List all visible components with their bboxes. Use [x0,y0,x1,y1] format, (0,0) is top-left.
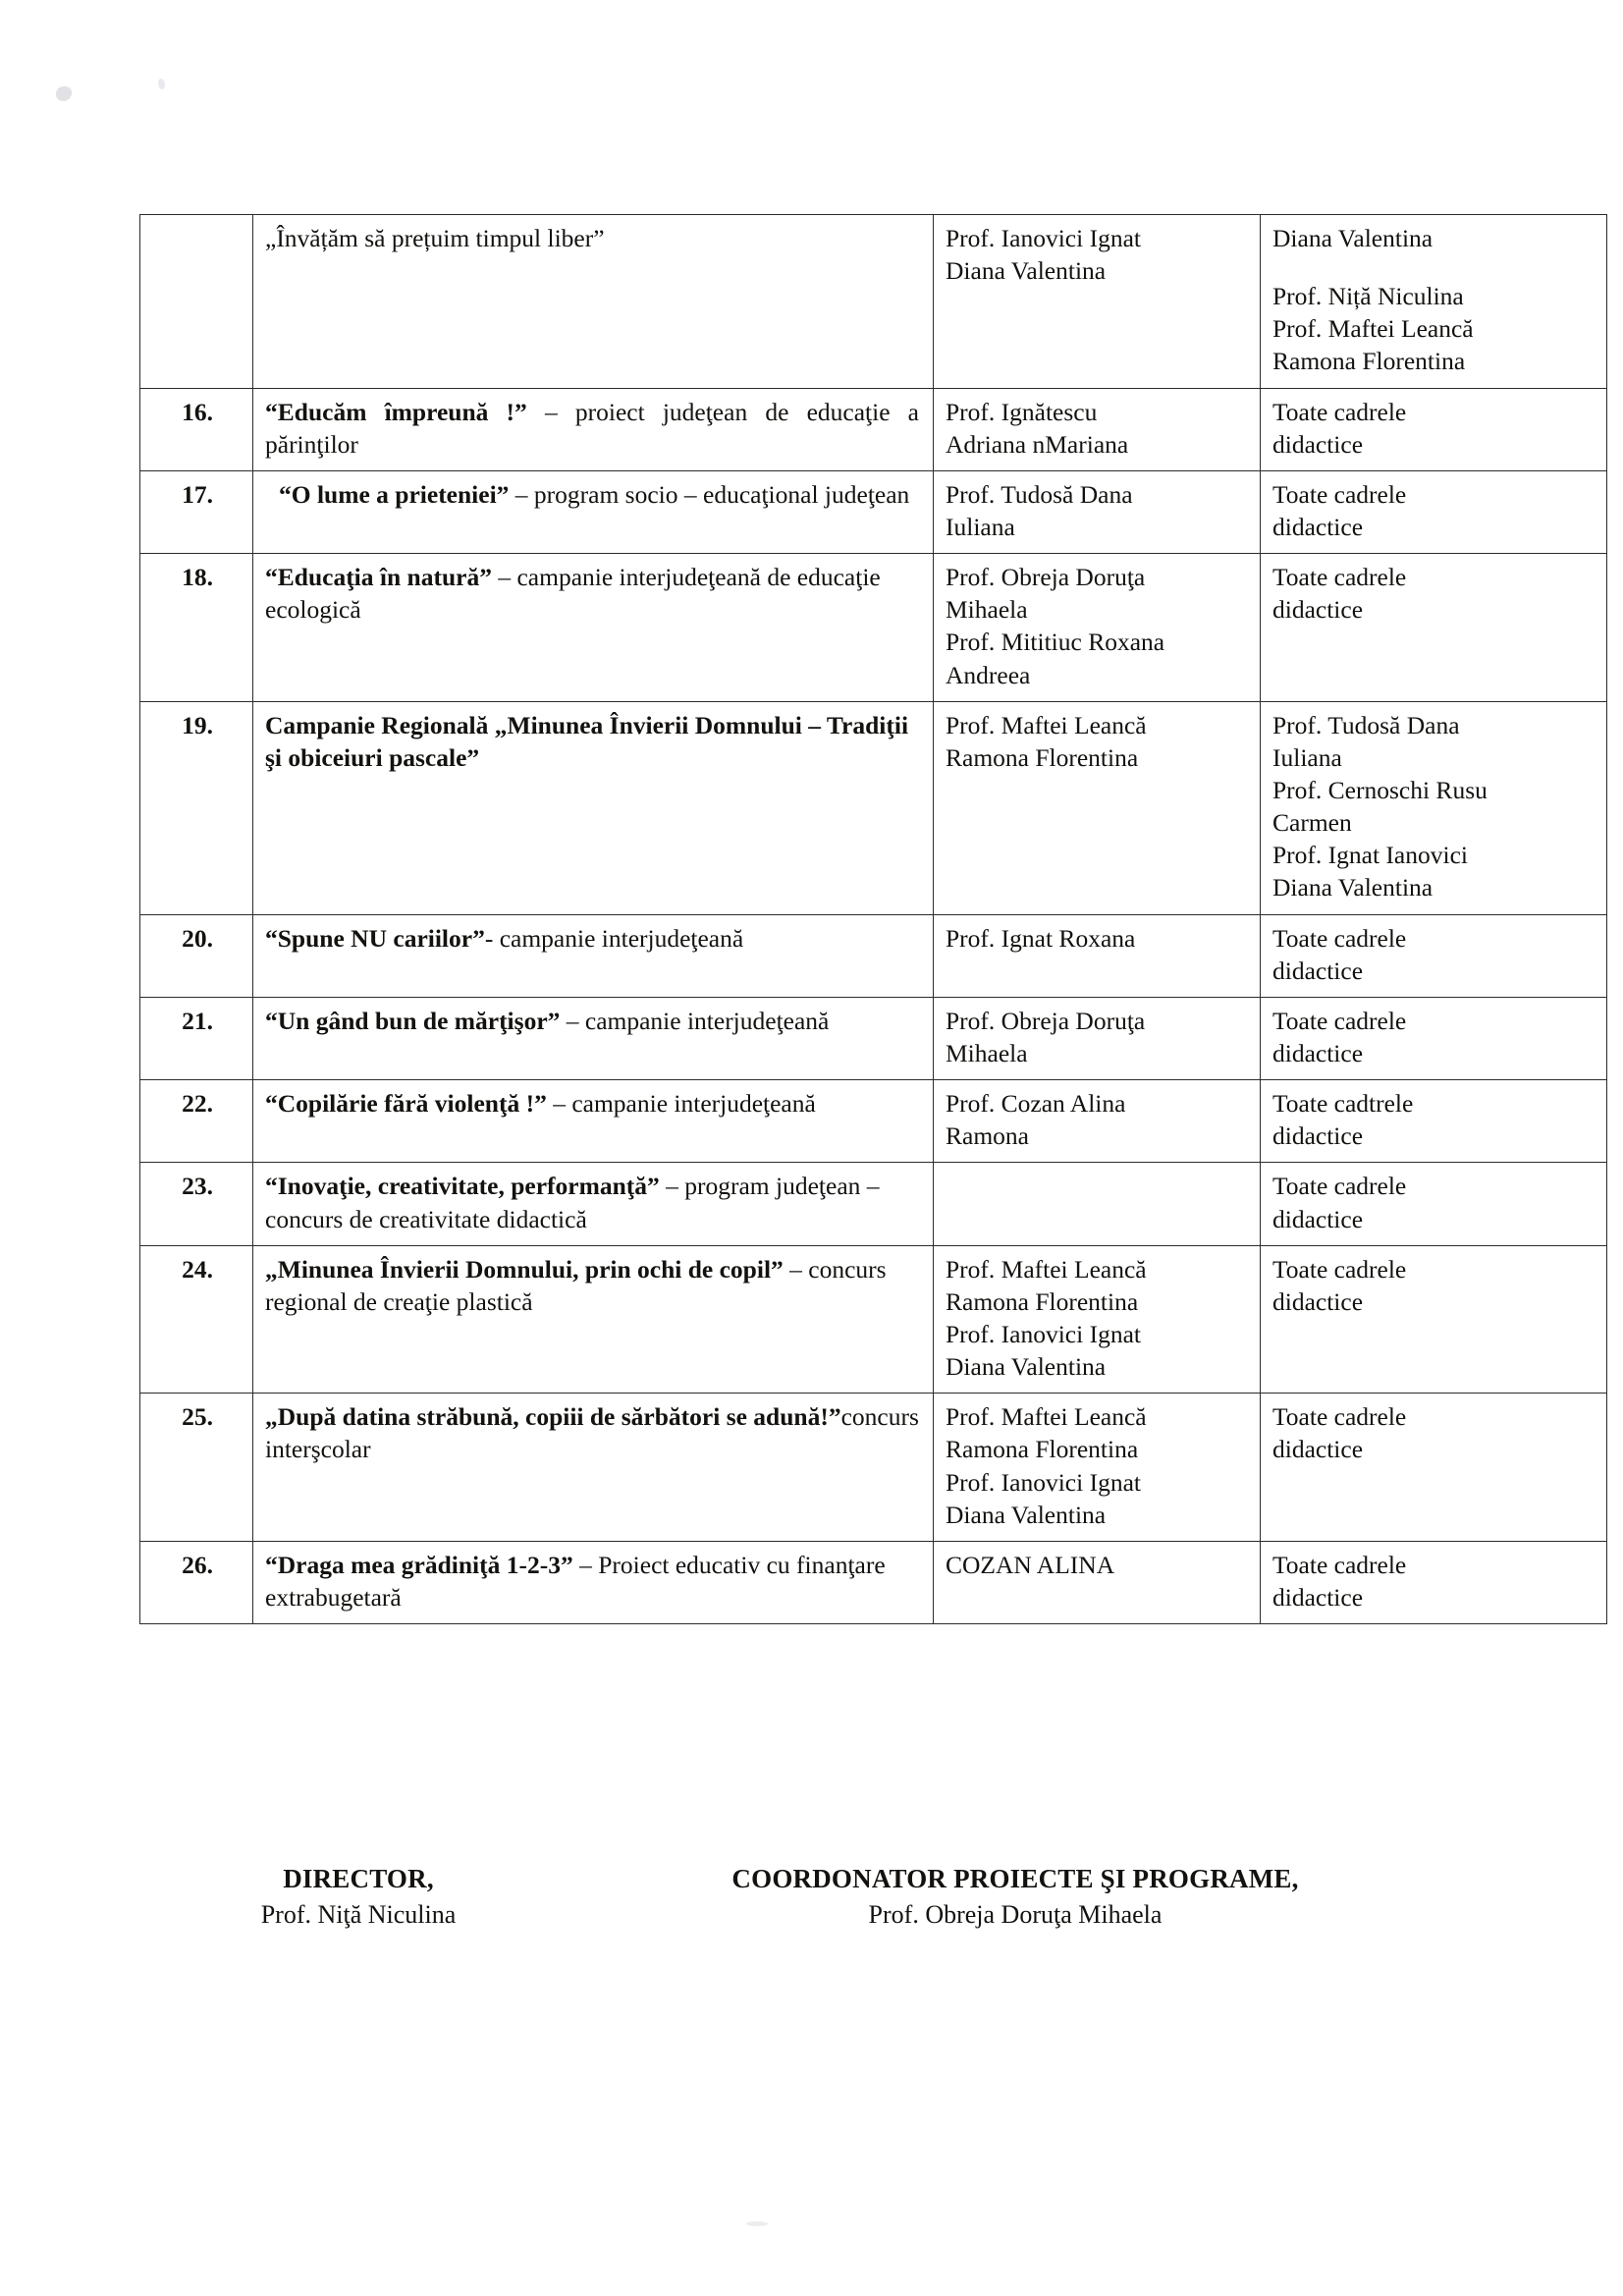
participant-name: Toate cadrele [1272,1254,1407,1284]
participants-cell [1261,1245,1607,1394]
project-title-rest: – proiect judeţean de educaţie a părinţilor [265,397,919,459]
responsible-cell [934,1163,1261,1245]
participants-cell [1261,1163,1607,1245]
table-row [140,215,1607,389]
blank-line [1272,254,1596,280]
responsible-name: Ramona Florentina [946,1286,1139,1316]
project-title-cell [253,914,934,997]
responsible-cell [934,1541,1261,1623]
project-title-bold: “Educaţia în natură” [265,563,492,592]
table-row [140,470,1607,553]
project-title-bold: “Un gând bun de mărţişor” [265,1006,561,1035]
table-row [140,997,1607,1079]
participant-name: Prof. Maftei Leancă [1272,314,1474,344]
project-title-bold: “Inovaţie, creativitate, performanţă” [265,1172,660,1201]
table-row [140,914,1607,997]
participant-name: Toate cadtrele [1272,1089,1414,1119]
responsible-name: Prof. Ianovici Ignat [946,1467,1141,1497]
project-title-rest: – campanie interjudeţeană de educaţie ecologică [265,563,881,625]
responsible-name: Prof. Tudosă Dana [946,479,1133,509]
project-title-rest: – program judeţean – concurs de creativitate didactică [265,1172,880,1233]
row-number-cell: 23. [140,1163,253,1245]
project-title-rest: - campanie interjudeţeană [484,923,744,953]
project-title-rest: – program socio – educaţional judeţean [509,479,910,509]
project-title-bold: “Draga mea grădiniţă 1-2-3” [265,1550,573,1579]
participants-cell [1261,554,1607,702]
participants-cell [1261,1080,1607,1163]
table-row [140,1541,1607,1623]
responsible-name: Ramona [946,1121,1029,1151]
responsible-name: Prof. Obreja Doruţa [946,1006,1146,1035]
participant-name: Diana Valentina [1272,873,1434,902]
participant-name: Toate cadrele [1272,479,1407,509]
project-title-cell [253,1541,934,1623]
responsible-name: Prof. Maftei Leancă [946,1402,1147,1432]
signature-name: Prof. Obreja Doruţa Mihaela [868,1900,1163,1929]
signature-name: Prof. Niţă Niculina [260,1900,457,1929]
participant-name: Prof. Ignat Ianovici [1272,841,1468,870]
project-title-cell [253,388,934,470]
participant-name: didactice [1272,429,1364,459]
participants-cell [1261,914,1607,997]
participant-name: Iuliana [1272,742,1342,772]
row-number-cell: 24. [140,1245,253,1394]
responsible-name: Prof. Maftei Leancă [946,710,1147,739]
scan-artifact-speck [56,86,72,101]
project-title-cell [253,1245,934,1394]
participant-name: didactice [1272,1204,1364,1233]
responsible-name: Prof. Ianovici Ignat [946,1319,1141,1348]
participant-name: Toate cadrele [1272,1402,1407,1432]
projects-table [139,214,1607,1624]
responsible-name: Ramona Florentina [946,1435,1139,1464]
responsible-name: Diana Valentina [946,1500,1107,1529]
participant-name: Toate cadrele [1272,397,1407,426]
project-title-cell [253,470,934,553]
responsible-cell [934,388,1261,470]
scan-artifact-speck [746,2221,768,2226]
project-title-cell [253,1394,934,1542]
responsible-cell [934,1080,1261,1163]
row-number-cell [140,215,253,389]
participants-cell [1261,997,1607,1079]
project-title-cell [253,554,934,702]
participants-cell [1261,1541,1607,1623]
table-row [140,554,1607,702]
responsible-cell [934,1394,1261,1542]
participant-name: didactice [1272,1286,1364,1316]
responsible-name: Prof. Ignătescu [946,397,1098,426]
participant-name: didactice [1272,1435,1364,1464]
responsible-name: Prof. Mititiuc Roxana [946,628,1165,657]
participants-cell [1261,701,1607,914]
participant-name: didactice [1272,1121,1364,1151]
project-title-bold: “O lume a prieteniei” [279,479,510,509]
signature-coordinator [613,1864,1418,1930]
responsible-name: Andreea [946,660,1031,689]
participants-cell [1261,470,1607,553]
table-row [140,701,1607,914]
responsible-name: Prof. Ianovici Ignat [946,224,1141,252]
signature-block [139,1864,1512,1958]
row-number-cell: 17. [140,470,253,553]
signature-role-label: COORDONATOR PROIECTE ŞI PROGRAME, [731,1864,1299,1893]
project-title-cell [253,1163,934,1245]
responsible-name: Prof. Ignat Roxana [946,923,1136,953]
table-row [140,1163,1607,1245]
participant-name: Ramona Florentina [1272,347,1466,376]
responsible-cell [934,470,1261,553]
participant-name: Toate cadrele [1272,1550,1407,1579]
project-title-rest: concurs interşcolar [265,1402,919,1464]
signature-director [196,1864,520,1930]
responsible-name: COZAN ALINA [946,1550,1115,1579]
project-title-bold: “Spune NU cariilor” [265,923,485,953]
row-number-cell: 20. [140,914,253,997]
table-row [140,1080,1607,1163]
responsible-cell [934,554,1261,702]
participant-name: Prof. Cernoschi Rusu [1272,775,1488,804]
responsible-name: Prof. Obreja Doruţa [946,563,1146,592]
participant-name: didactice [1272,956,1364,985]
row-number-cell: 26. [140,1541,253,1623]
responsible-name: Prof. Cozan Alina [946,1089,1126,1119]
participant-name: Carmen [1272,808,1352,838]
row-number-cell: 21. [140,997,253,1079]
participant-name: Toate cadrele [1272,1006,1407,1035]
project-title-bold: „După datina străbună, copiii de sărbători se adună!” [265,1402,841,1432]
responsible-cell [934,997,1261,1079]
participant-name: didactice [1272,1582,1364,1612]
project-title-cell [253,1080,934,1163]
project-title-rest: – campanie interjudeţeană [560,1006,830,1035]
responsible-cell [934,701,1261,914]
row-number-cell: 25. [140,1394,253,1542]
participant-name: Prof. Niță Niculina [1272,282,1464,311]
signature-role-label: DIRECTOR, [283,1864,434,1893]
table-row [140,388,1607,470]
responsible-name: Prof. Maftei Leancă [946,1254,1147,1284]
row-number-cell: 16. [140,388,253,470]
participants-cell [1261,1394,1607,1542]
responsible-name: Diana Valentina [946,256,1107,286]
participant-name: Toate cadrele [1272,1172,1407,1201]
table-row [140,1394,1607,1542]
project-title-bold: “Educăm împreună !” [265,397,527,426]
participant-name: Toate cadrele [1272,923,1407,953]
responsible-name: Mihaela [946,1038,1028,1067]
participants-cell [1261,388,1607,470]
participant-name: didactice [1272,595,1364,625]
project-title-cell [253,997,934,1079]
scan-artifact-speck [158,79,165,89]
responsible-name: Diana Valentina [946,1352,1107,1382]
participant-name: Toate cadrele [1272,563,1407,592]
project-title-bold: Campanie Regională „Minunea Învierii Domnului – Tradiţii şi obiceiuri pascale” [265,710,909,772]
project-title-rest: – concurs regional de creaţie plastică [265,1254,887,1316]
participant-name: Prof. Tudosă Dana [1272,710,1460,739]
project-title-bold: „Minunea Învierii Domnului, prin ochi de copil” [265,1254,784,1284]
project-title-cell [253,215,934,389]
project-title-rest: – campanie interjudeţeană [546,1089,816,1119]
responsible-cell [934,1245,1261,1394]
responsible-cell [934,914,1261,997]
participant-name: Diana Valentina [1272,224,1434,252]
row-number-cell: 18. [140,554,253,702]
project-title-rest: – Proiect educativ cu finanţare extrabugetară [265,1550,886,1612]
responsible-name: Adriana nMariana [946,429,1129,459]
participants-cell [1261,215,1607,389]
table-row [140,1245,1607,1394]
participant-name: didactice [1272,1038,1364,1067]
responsible-name: Mihaela [946,595,1028,625]
project-title-cell [253,701,934,914]
project-title-bold: “Copilărie fără violenţă !” [265,1089,547,1119]
participant-name: didactice [1272,512,1364,541]
responsible-name: Ramona Florentina [946,742,1139,772]
responsible-cell [934,215,1261,389]
responsible-name: Iuliana [946,512,1015,541]
project-title-rest: „Învățăm să prețuim timpul liber” [265,224,605,252]
row-number-cell: 22. [140,1080,253,1163]
row-number-cell: 19. [140,701,253,914]
signature-row [139,1864,1512,1958]
